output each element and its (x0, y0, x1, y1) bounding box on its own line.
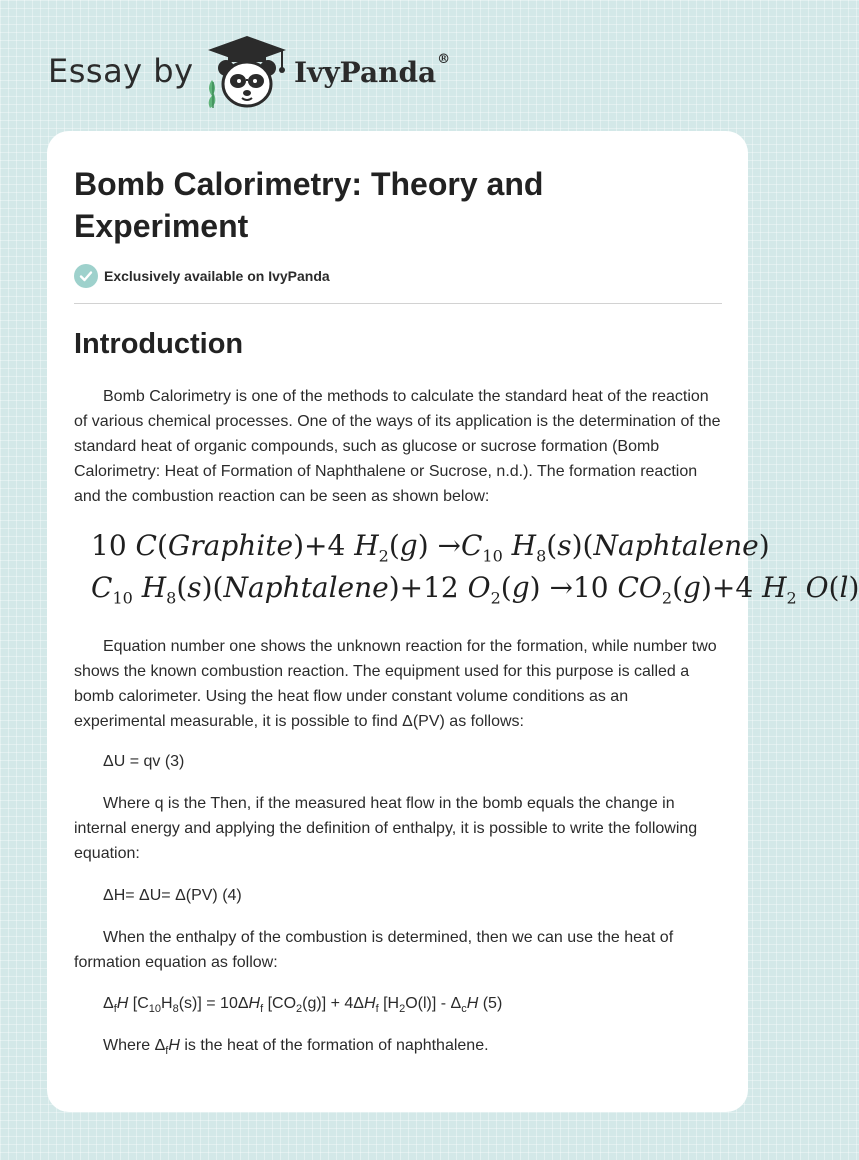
check-circle-icon (74, 264, 98, 288)
section-heading: Introduction (74, 328, 244, 360)
paragraph-enthalpy: Where q is the Then, if the measured heat flow in the bomb equals the change in internal energy and applying the definition of enthalpy, it is possible to write the following equation: (74, 795, 698, 862)
essay-card (47, 131, 859, 1112)
page-title: Bomb Calorimetry: Theory and Experiment (74, 166, 544, 244)
equation-2: $C_{10}$ $H_8(s)(Naphtalene)+12$ $O_2(g) \to 10$ $CO_2(g)+4$ $H_2$ O(l) (91, 571, 859, 608)
equation-1: 10 C(Graphite)+4 $H_2(g) \to C_{10}$ $H_8(s)(Naphtalene)$ (91, 529, 770, 566)
paragraph-intro: Bomb Calorimetry is one of the methods to calculate the standard heat of the reaction of various chemical processes. One of the ways of its application is the determination of the standard heat of organic compounds, such as glucose or sucrose formation (Bomb Calorimetry: Heat of Formation of Naphthalene or Sucrose, n.d.). The formation reaction and the combustion reaction can be seen as shown below: (74, 388, 721, 505)
equation-5: $\Delta_fH$ $[C_{10}H_8(s)] = 10\Delta H_f$ $[CO_2(g)] + 4\Delta H_f$ $[H_2O(l)] - \Delta_cH$ (5) (103, 995, 503, 1016)
exclusive-badge (74, 263, 330, 289)
paragraph-equations-explained: Equation number one shows the unknown reaction for the formation, while number two shows the known combustion reaction. The equipment used for this purpose is called a bomb calorimeter. Using the heat flow under constant volume conditions as an experimental measurable, it is possible to find Δ(PV) as follows: (74, 638, 717, 730)
ivypanda-wordmark[interactable]: IvyPanda® (294, 52, 451, 89)
exclusive-label: Exclusively available on IvyPanda (104, 268, 330, 284)
equation-3: ΔU = qv (3) (103, 753, 185, 770)
equation-4: ΔH= ΔU= Δ(PV) (4) (103, 887, 242, 904)
paragraph-combustion: When the enthalpy of the combustion is determined, then we can use the heat of formation equation as follow: (74, 929, 674, 971)
brand-header (48, 34, 488, 110)
essay-by-label: Essay by (48, 52, 194, 90)
divider (74, 303, 722, 304)
paragraph-closing: Where $\Delta_fH$ is the heat of the formation of naphthalene. (103, 1037, 489, 1058)
reaction-equations-image (91, 526, 859, 610)
ivypanda-logo-icon[interactable] (202, 34, 292, 110)
